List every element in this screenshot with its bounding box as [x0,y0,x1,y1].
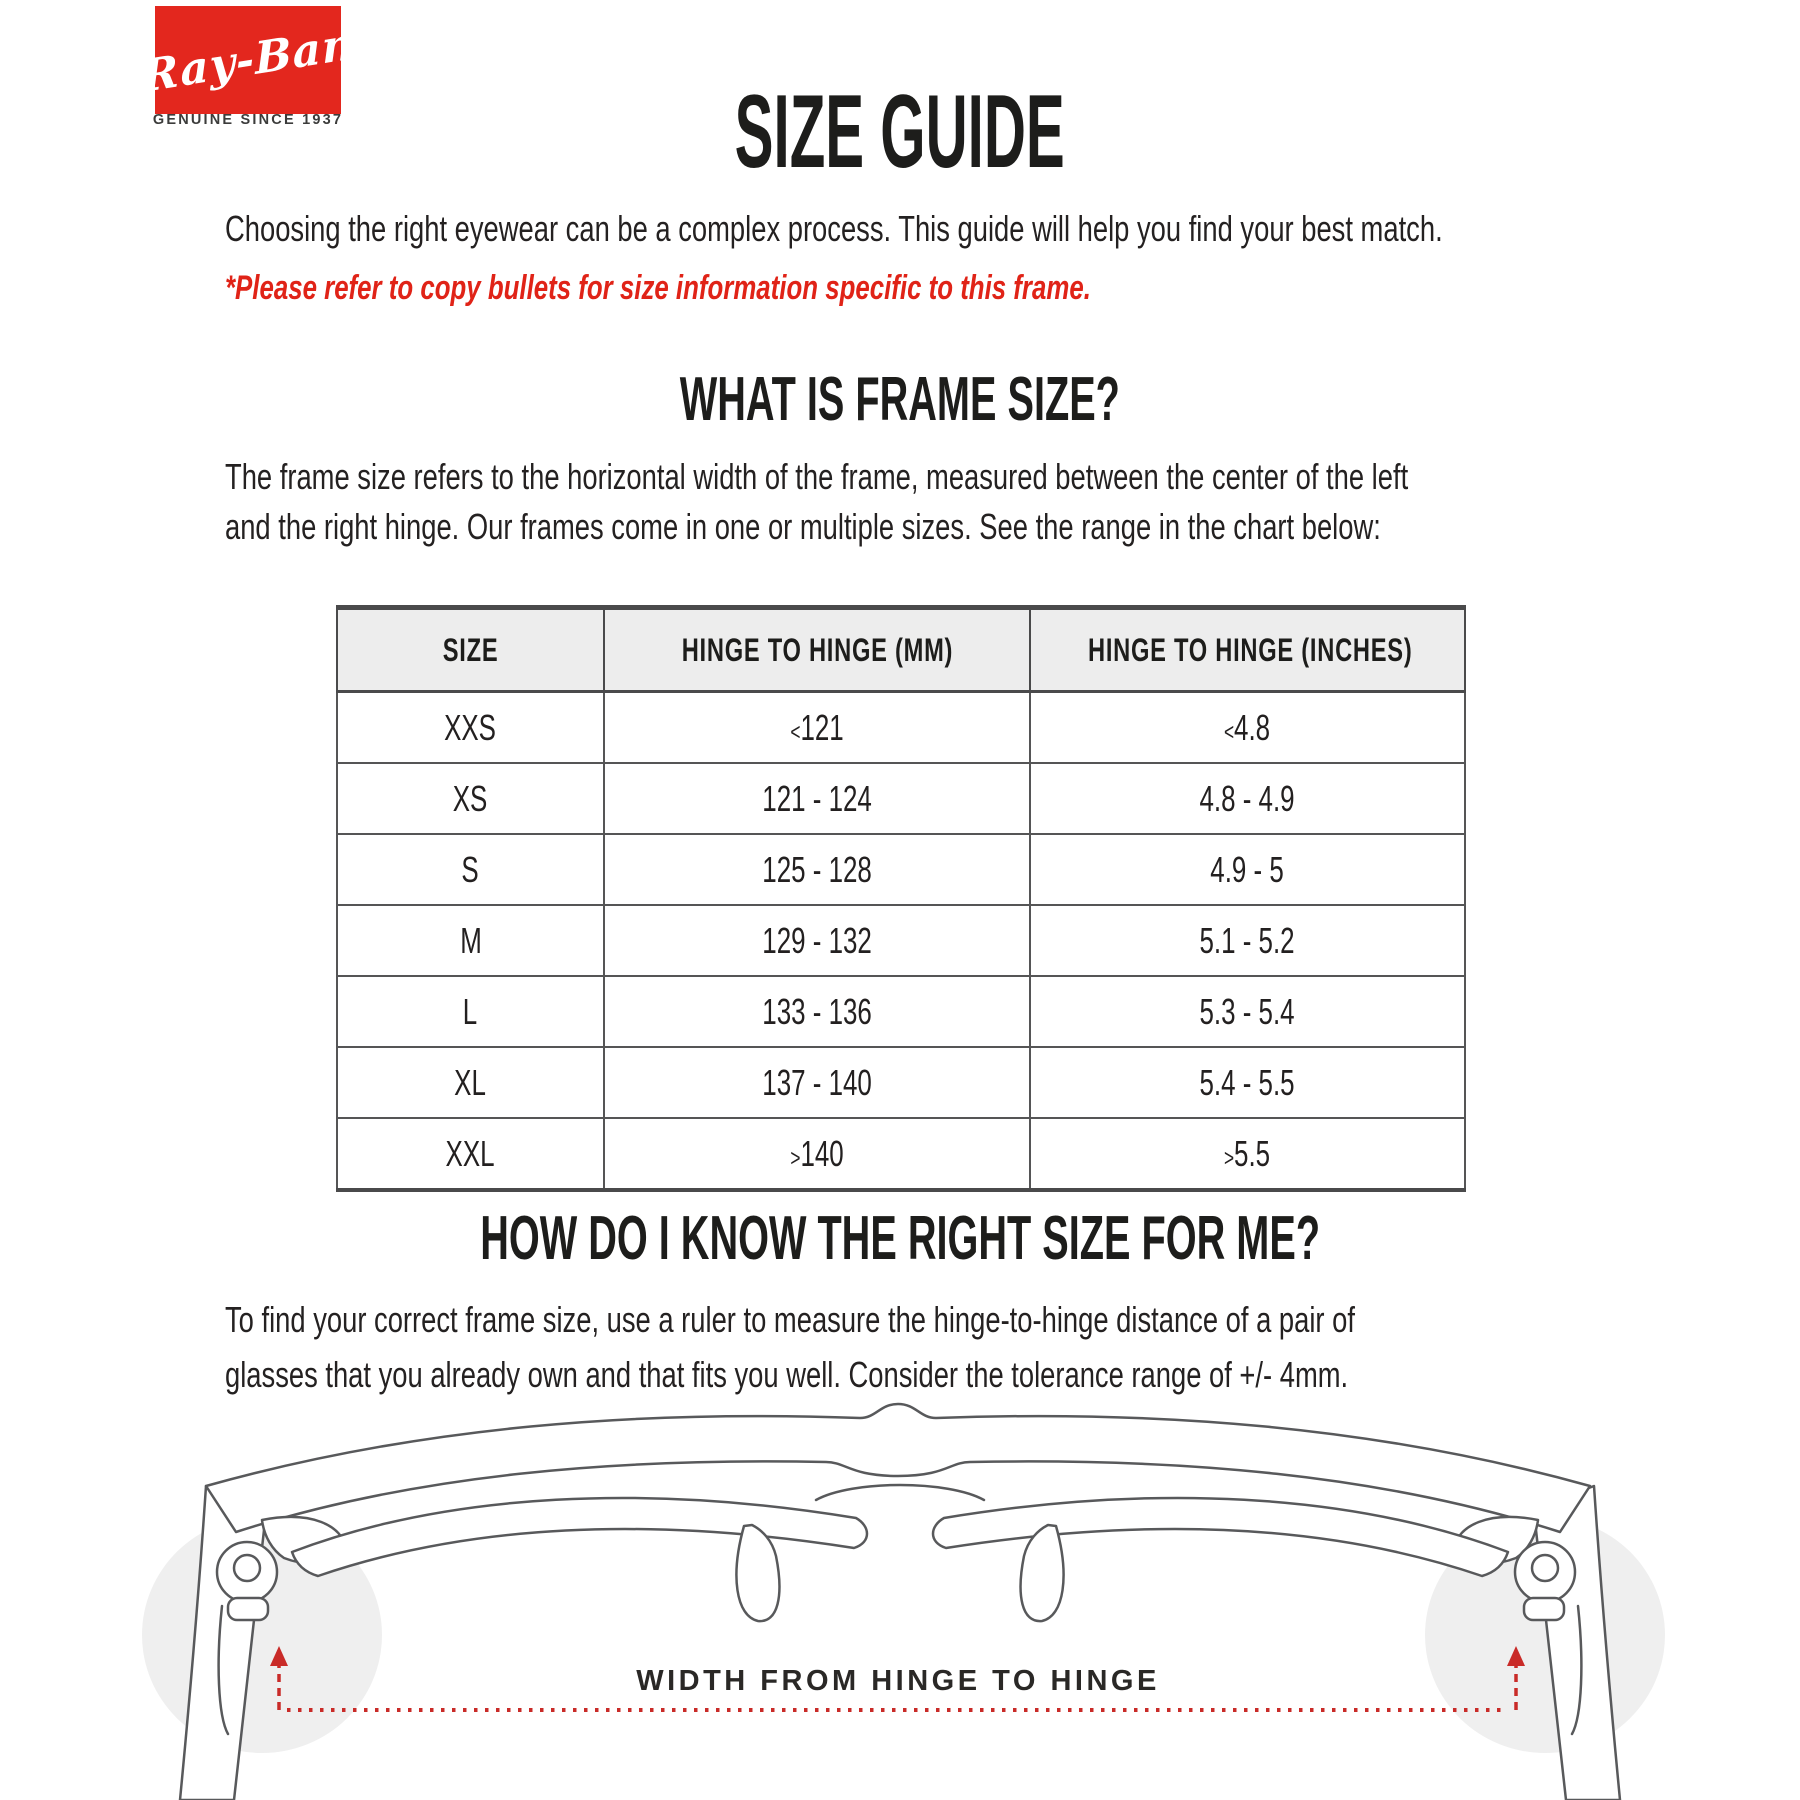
page-title-wrap [0,74,1800,190]
fit-heading-wrap [0,1204,1800,1273]
fit-heading: HOW DO I KNOW THE RIGHT SIZE FOR ME? [480,1204,1320,1273]
mm-cell: 129 - 132 [604,905,1030,976]
fit-line-1: To find your correct frame size, use a ruler to measure the hinge-to-hinge distance of a pair of [225,1299,1355,1340]
left-nose-pad [736,1525,779,1621]
mm-cell: 121 - 124 [604,763,1030,834]
glasses-top-view-illustration [0,1400,1800,1800]
frame-size-heading-wrap [0,365,1800,434]
inches-cell: 4.9 - 5 [1030,834,1465,905]
intro-line: Choosing the right eyewear can be a complex process. This guide will help you find your best match. [225,208,1443,249]
fit-line-2: glasses that you already own and that fits you well. Consider the tolerance range of +/- 4mm. [225,1354,1349,1395]
size-cell: XXL [337,1118,604,1190]
glasses-sketch [180,1404,1620,1800]
right-lens-rim [933,1498,1508,1576]
right-hinge-pin [1532,1555,1558,1581]
frame-size-heading: WHAT IS FRAME SIZE? [679,365,1121,434]
inches-cell: >5.5 [1030,1118,1465,1190]
size-cell: S [337,834,604,905]
left-hinge-base [228,1598,268,1620]
mm-cell: 133 - 136 [604,976,1030,1047]
intro-paragraph [225,204,1800,254]
table-row [337,692,1465,764]
inches-cell: 5.3 - 5.4 [1030,976,1465,1047]
mm-cell: >140 [604,1118,1030,1190]
inches-cell: 5.4 - 5.5 [1030,1047,1465,1118]
left-lens-rim [292,1498,867,1576]
size-table-header-row [337,608,1465,692]
size-table [336,605,1466,1192]
col-header-size: SIZE [337,608,604,692]
frame-size-line-1: The frame size refers to the horizontal width of the frame, measured between the center of the left [225,456,1409,497]
fit-paragraph [225,1292,1800,1402]
right-hinge-base [1524,1598,1564,1620]
bridge-curve [816,1485,984,1500]
note-text: *Please refer to copy bullets for size information specific to this frame. [225,269,1091,307]
brow-bar [206,1404,1590,1532]
note-paragraph [225,268,1800,308]
page-title: SIZE GUIDE [734,74,1066,190]
diagram-label: WIDTH FROM HINGE TO HINGE [636,1665,1160,1697]
inches-cell: 4.8 - 4.9 [1030,763,1465,834]
rayban-logo-script: Ray-Ban [140,17,356,103]
mm-cell: 125 - 128 [604,834,1030,905]
mm-cell: <121 [604,692,1030,764]
table-row [337,976,1465,1047]
size-cell: XS [337,763,604,834]
right-nose-pad [1021,1525,1064,1621]
size-cell: XL [337,1047,604,1118]
size-cell: XXS [337,692,604,764]
col-header-mm: HINGE TO HINGE (MM) [604,608,1030,692]
table-row [337,905,1465,976]
mm-cell: 137 - 140 [604,1047,1030,1118]
size-cell: L [337,976,604,1047]
inches-cell: 5.1 - 5.2 [1030,905,1465,976]
brand-tagline: GENUINE SINCE 1937 [152,112,344,128]
col-header-inches: HINGE TO HINGE (INCHES) [1030,608,1465,692]
table-row [337,1118,1465,1190]
frame-size-paragraph [225,452,1800,552]
left-hinge-pin [234,1555,260,1581]
frame-size-line-2: and the right hinge. Our frames come in one or multiple sizes. See the range in the chart below: [225,506,1381,547]
inches-cell: <4.8 [1030,692,1465,764]
table-row [337,763,1465,834]
table-row [337,834,1465,905]
table-row [337,1047,1465,1118]
size-cell: M [337,905,604,976]
